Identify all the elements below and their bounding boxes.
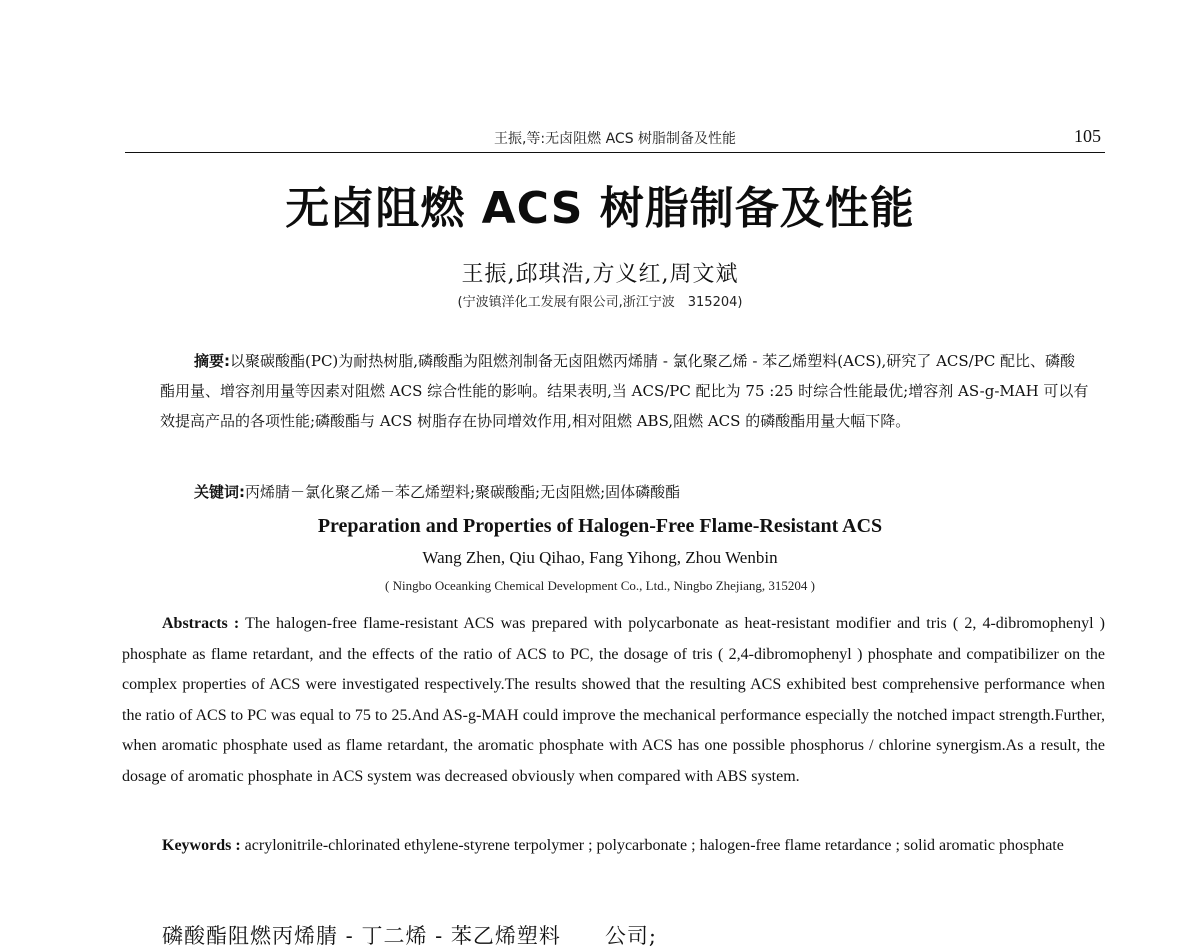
chinese-abstract — [126, 346, 1090, 436]
english-keywords — [122, 831, 1105, 861]
english-abstract-text: The halogen-free flame-resistant ACS was prepared with polycarbonate as heat-resistant modifier and tris ( 2, 4-dibromophenyl ) phosphate as flame retardant, and the effects of the ratio of ACS to PC, the dosage of tris ( 2,4-dibromophenyl ) phosphate and compatibilizer on the complex properties of ACS were investigated respectively.The results showed that the resulting ACS exhibited best comprehensive performance when the ratio of ACS to PC was equal to 75 to 25.And AS-g-MAH could improve the mechanical performance especially the notched impact strength.Further, when aromatic phosphate used as flame retardant, the aromatic phosphate with ACS has one possible phosphorus / chlorine synergism.As a result, the dosage of aromatic phosphate in ACS system was decreased obviously when compared with ABS system. — [122, 615, 1106, 785]
english-authors: Wang Zhen, Qiu Qihao, Fang Yihong, Zhou Wenbin — [422, 548, 778, 567]
page-number: 105 — [1074, 126, 1101, 146]
chinese-title: 无卤阻燃 ACS 树脂制备及性能 — [285, 183, 915, 234]
chinese-keywords-label: 关键词: — [194, 483, 245, 501]
chinese-keywords — [194, 481, 680, 502]
english-affiliation: ( Ningbo Oceanking Chemical Development Co., Ltd., Ningbo Zhejiang, 315204 ) — [385, 578, 815, 593]
running-title: 王振,等:无卤阻燃 ACS 树脂制备及性能 — [493, 131, 737, 147]
running-header — [125, 124, 1105, 153]
english-keywords-label: Keywords : — [162, 837, 241, 854]
english-keywords-text: acrylonitrile-chlorinated ethylene-styrene terpolymer ; polycarbonate ; halogen-free flame retardance ; solid aromatic phosphate — [244, 837, 1064, 854]
english-title: Preparation and Properties of Halogen-Free Flame-Resistant ACS — [317, 515, 883, 537]
chinese-abstract-label: 摘要: — [194, 352, 230, 370]
chinese-affiliation: (宁波镇洋化工发展有限公司,浙江宁波 315204) — [457, 295, 743, 310]
chinese-abstract-text: 以聚碳酸酯(PC)为耐热树脂,磷酸酯为阻燃剂制备无卤阻燃丙烯腈 - 氯化聚乙烯 - 苯乙烯塑料(ACS),研究了 ACS/PC 配比、磷酸酯用量、增容剂用量等因素对阻燃 ACS 综合性能的影响。结果表明,当 ACS/PC 配比为 75 :25 时综合性能最优;增容剂 AS-g-MAH 可以有效提高产品的各项性能;磷酸酯与 ACS 树脂存在协同增效作用,相对阻燃 ABS,阻燃 ACS 的磷酸酯用量大幅下降。 — [160, 352, 1089, 430]
chinese-keywords-text: 丙烯腈－氯化聚乙烯－苯乙烯塑料;聚碳酸酯;无卤阻燃;固体磷酸酯 — [245, 483, 681, 501]
chinese-authors: 王振,邱琪浩,方义红,周文斌 — [461, 262, 739, 287]
english-abstract — [122, 609, 1105, 792]
english-abstract-label: Abstracts : — [162, 615, 240, 632]
body-text-first-line: 磷酸酯阻燃丙烯腈 - 丁二烯 - 苯乙烯塑料 公司; — [162, 924, 657, 948]
